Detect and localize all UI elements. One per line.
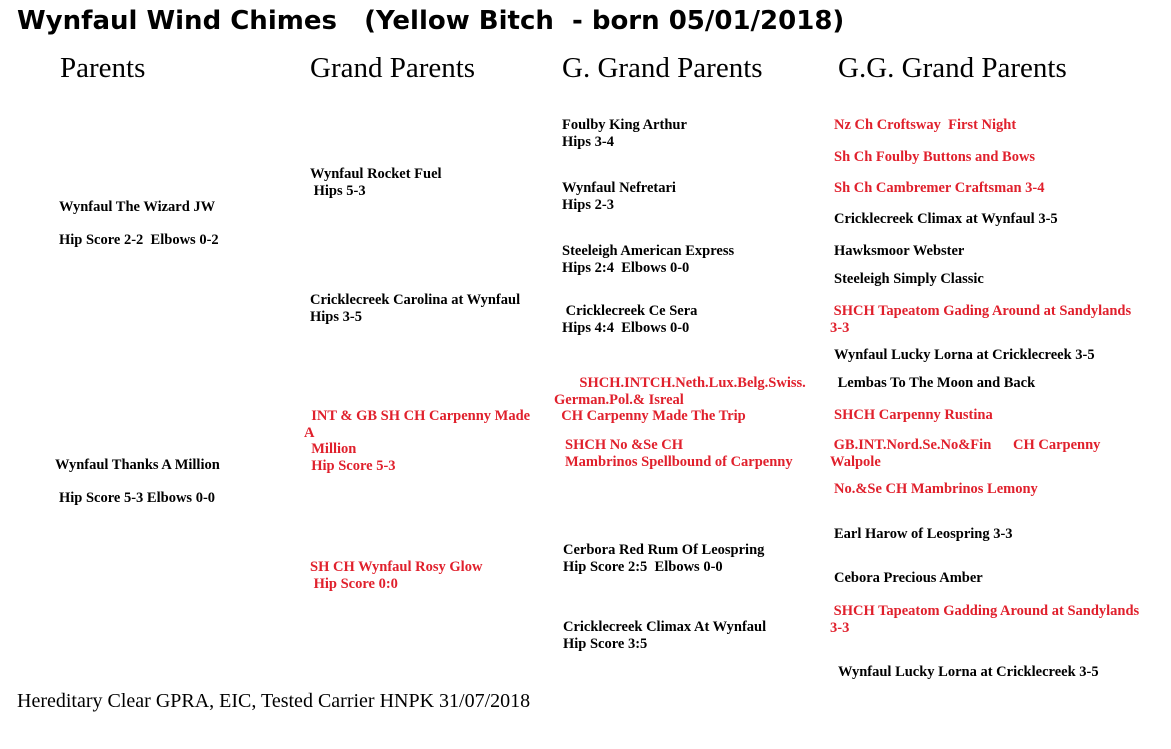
sire-health: Hip Score 2-2 Elbows 0-2 xyxy=(59,232,219,248)
g-grand-parent-2 xyxy=(562,180,676,213)
grand-parent-4-health: Hip Score 0:0 xyxy=(310,575,398,592)
gg-grand-parent-13: Earl Harow of Leospring 3-3 xyxy=(834,526,1013,542)
gg-grand-parent-11-line1: GB.INT.Nord.Se.No&Fin CH Carpenny xyxy=(830,437,1101,453)
grand-parent-2-health: Hips 3-5 xyxy=(310,308,362,325)
g-grand-parent-3-name: Steeleigh American Express xyxy=(562,243,735,259)
gg-grand-parent-7-line1: SHCH Tapeatom Gading Around at Sandylands xyxy=(830,303,1132,319)
g-grand-parent-1 xyxy=(562,117,687,150)
g-grand-parent-7-health: Hip Score 2:5 Elbows 0-0 xyxy=(563,558,723,575)
gg-grand-parent-10: SHCH Carpenny Rustina xyxy=(834,407,993,423)
grand-parent-3-line1: INT & GB SH CH Carpenny Made xyxy=(304,408,531,424)
g-grand-parent-5-line1: SHCH.INTCH.Neth.Lux.Belg.Swiss. xyxy=(554,375,806,391)
gg-grand-parent-7-line2: 3-3 xyxy=(830,319,850,336)
g-grand-parent-2-name: Wynfaul Nefretari xyxy=(562,180,676,196)
g-grand-parent-8 xyxy=(563,619,766,652)
gg-grand-parent-11 xyxy=(830,437,1100,470)
gg-grand-parent-12: No.&Se CH Mambrinos Lemony xyxy=(834,481,1038,497)
g-grand-parent-2-health: Hips 2-3 xyxy=(562,196,614,213)
g-grand-parent-6 xyxy=(565,437,793,470)
header-parents: Parents xyxy=(60,52,146,84)
gg-grand-parent-15-line2: 3-3 xyxy=(830,619,850,636)
gg-grand-parent-2: Sh Ch Foulby Buttons and Bows xyxy=(834,149,1036,165)
gg-grand-parent-6: Steeleigh Simply Classic xyxy=(834,271,984,287)
grand-parent-3-line4: Hip Score 5-3 xyxy=(304,457,396,474)
grand-parent-3-line2: A xyxy=(304,424,315,441)
g-grand-parent-7-name: Cerbora Red Rum Of Leospring xyxy=(563,542,765,558)
gg-grand-parent-14: Cebora Precious Amber xyxy=(834,570,983,586)
g-grand-parent-8-name: Cricklecreek Climax At Wynfaul xyxy=(563,619,767,635)
gg-grand-parent-5: Hawksmoor Webster xyxy=(834,243,965,259)
g-grand-parent-4-health: Hips 4:4 Elbows 0-0 xyxy=(562,319,690,336)
grand-parent-3-line3: Million xyxy=(304,441,357,457)
gg-grand-parent-15-line1: SHCH Tapeatom Gadding Around at Sandylands xyxy=(830,603,1140,619)
grand-parent-3 xyxy=(304,408,530,474)
gg-grand-parent-11-line2: Walpole xyxy=(830,453,881,470)
grand-parent-2 xyxy=(310,292,520,325)
g-grand-parent-5-line2: German.Pol.& Isreal xyxy=(554,391,684,408)
gg-grand-parent-1: Nz Ch Croftsway First Night xyxy=(834,117,1017,133)
header-gg-grand-parents: G.G. Grand Parents xyxy=(838,52,1067,84)
gg-grand-parent-3: Sh Ch Cambremer Craftsman 3-4 xyxy=(834,180,1045,196)
grand-parent-4 xyxy=(310,559,482,592)
header-g-grand-parents: G. Grand Parents xyxy=(562,52,763,84)
gg-grand-parent-8: Wynfaul Lucky Lorna at Cricklecreek 3-5 xyxy=(834,347,1095,363)
g-grand-parent-5 xyxy=(554,375,806,425)
gg-grand-parent-9: Lembas To The Moon and Back xyxy=(834,375,1036,391)
g-grand-parent-3-health: Hips 2:4 Elbows 0-0 xyxy=(562,259,690,276)
grand-parent-1-name: Wynfaul Rocket Fuel xyxy=(310,166,442,182)
grand-parent-2-name: Cricklecreek Carolina at Wynfaul xyxy=(310,292,521,308)
sire-name: Wynfaul The Wizard JW xyxy=(59,199,216,215)
g-grand-parent-6-line1: SHCH No &Se CH xyxy=(565,437,684,453)
gg-grand-parent-7 xyxy=(830,303,1131,336)
g-grand-parent-1-name: Foulby King Arthur xyxy=(562,117,687,133)
g-grand-parent-4-name: Cricklecreek Ce Sera xyxy=(562,303,698,319)
g-grand-parent-1-health: Hips 3-4 xyxy=(562,133,614,150)
g-grand-parent-5-line3: CH Carpenny Made The Trip xyxy=(554,408,746,424)
gg-grand-parent-4: Cricklecreek Climax at Wynfaul 3-5 xyxy=(834,211,1058,227)
grand-parent-4-name: SH CH Wynfaul Rosy Glow xyxy=(310,559,483,575)
gg-grand-parent-16: Wynfaul Lucky Lorna at Cricklecreek 3-5 xyxy=(838,664,1099,680)
g-grand-parent-4 xyxy=(562,303,697,336)
g-grand-parent-8-health: Hip Score 3:5 xyxy=(563,635,648,652)
health-test-footer: Hereditary Clear GPRA, EIC, Tested Carrier HNPK 31/07/2018 xyxy=(17,690,531,712)
g-grand-parent-6-line2: Mambrinos Spellbound of Carpenny xyxy=(565,453,793,470)
g-grand-parent-7 xyxy=(563,542,764,575)
gg-grand-parent-15 xyxy=(830,603,1139,636)
dam-name: Wynfaul Thanks A Million xyxy=(55,457,220,473)
header-grand-parents: Grand Parents xyxy=(310,52,476,84)
g-grand-parent-3 xyxy=(562,243,734,276)
dog-name-title: Wynfaul Wind Chimes (Yellow Bitch - born 05/01/2018) xyxy=(17,6,845,36)
grand-parent-1-health: Hips 5-3 xyxy=(310,182,366,199)
grand-parent-1 xyxy=(310,166,442,199)
dam-health: Hip Score 5-3 Elbows 0-0 xyxy=(59,490,216,506)
